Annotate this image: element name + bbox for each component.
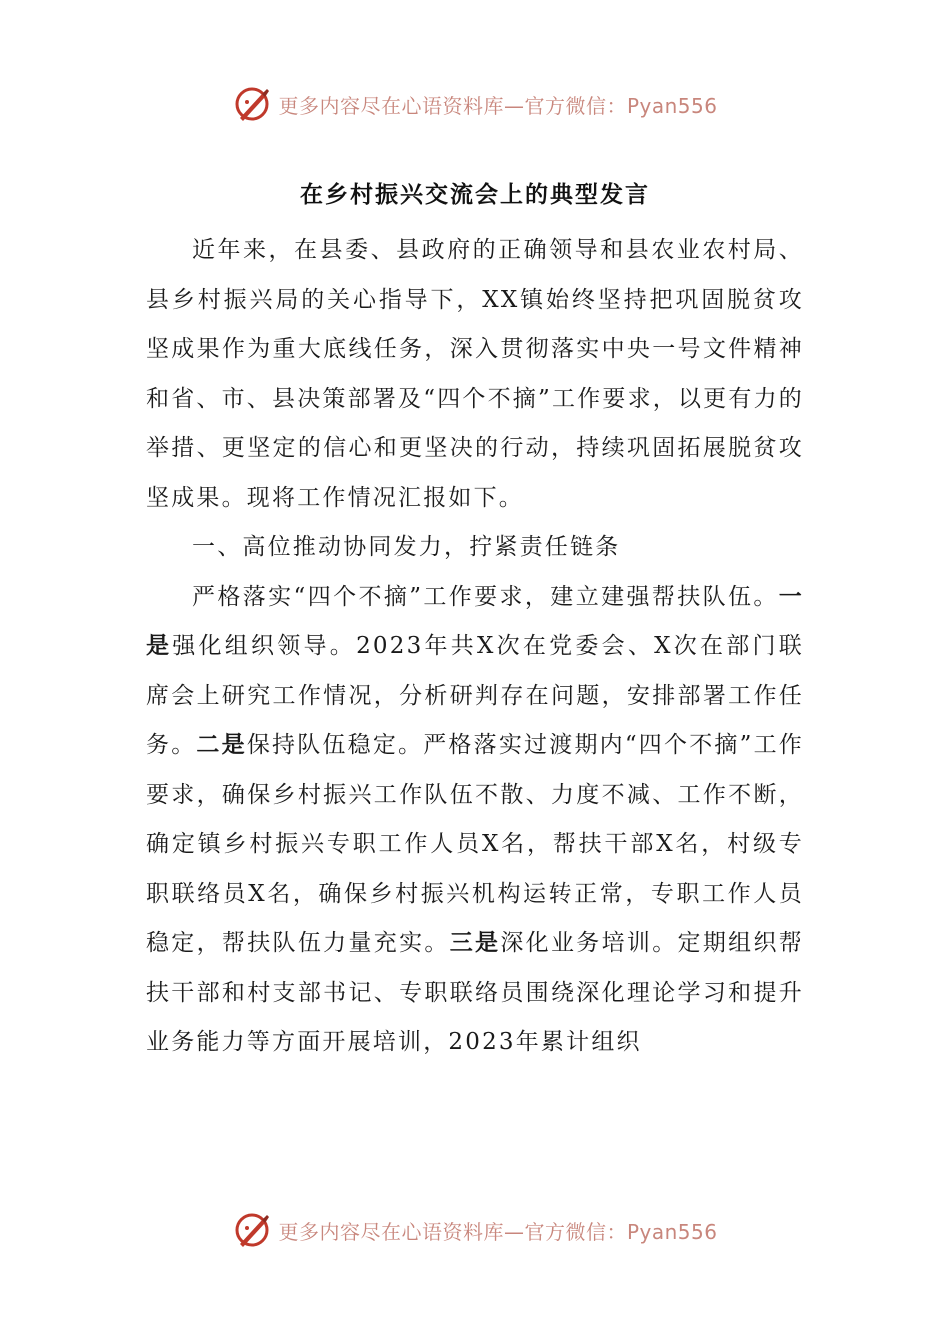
document-body [146,226,804,1068]
watermark-header [0,80,950,128]
point-text: 强化组织领导。2023年共X次在党委会、X次在部门联席会上研究工作情况，分析研判存在问题，安排部署工作任务。 [146,633,805,758]
pen-logo-icon [232,84,272,124]
watermark-text: 更多内容尽在心语资料库—官方微信：Pyan556 [278,1219,718,1244]
point-text: 保持队伍稳定。严格落实过渡期内“四个不摘”工作要求，确保乡村振兴工作队伍不散、力度不减、工作不断，确定镇乡村振兴专职工作人员X名，帮扶干部X名，村级专职联络员X名，确保乡村振兴机构运转正常，专职工作人员稳定，帮扶队伍力量充实。 [146,732,804,956]
intro-paragraph: 近年来，在县委、县政府的正确领导和县农业农村局、县乡村振兴局的关心指导下，XX镇始终坚持把巩固脱贫攻坚成果作为重大底线任务，深入贯彻落实中央一号文件精神和省、市、县决策部署及“四个不摘”工作要求，以更有力的举措、更坚定的信心和更坚决的行动，持续巩固拓展脱贫攻坚成果。现将工作情况汇报如下。 [146,237,804,511]
point-label: 三是 [449,930,501,956]
point-label: 一是 [146,583,804,659]
watermark-footer [0,1206,950,1254]
point-label: 二是 [196,732,247,758]
document-title: 在乡村振兴交流会上的典型发言 [300,182,650,208]
pen-logo-icon [232,1210,272,1250]
section-lead: 严格落实“四个不摘”工作要求，建立建强帮扶队伍。 [192,583,779,610]
watermark-text: 更多内容尽在心语资料库—官方微信：Pyan556 [278,93,718,118]
point-text: 深化业务培训。定期组织帮扶干部和村支部书记、专职联络员围绕深化理论学习和提升业务能力等方面开展培训，2023年累计组织 [146,930,804,1055]
section-heading: 一、高位推动协同发力，拧紧责任链条 [192,534,621,560]
section-paragraph [146,573,804,1068]
